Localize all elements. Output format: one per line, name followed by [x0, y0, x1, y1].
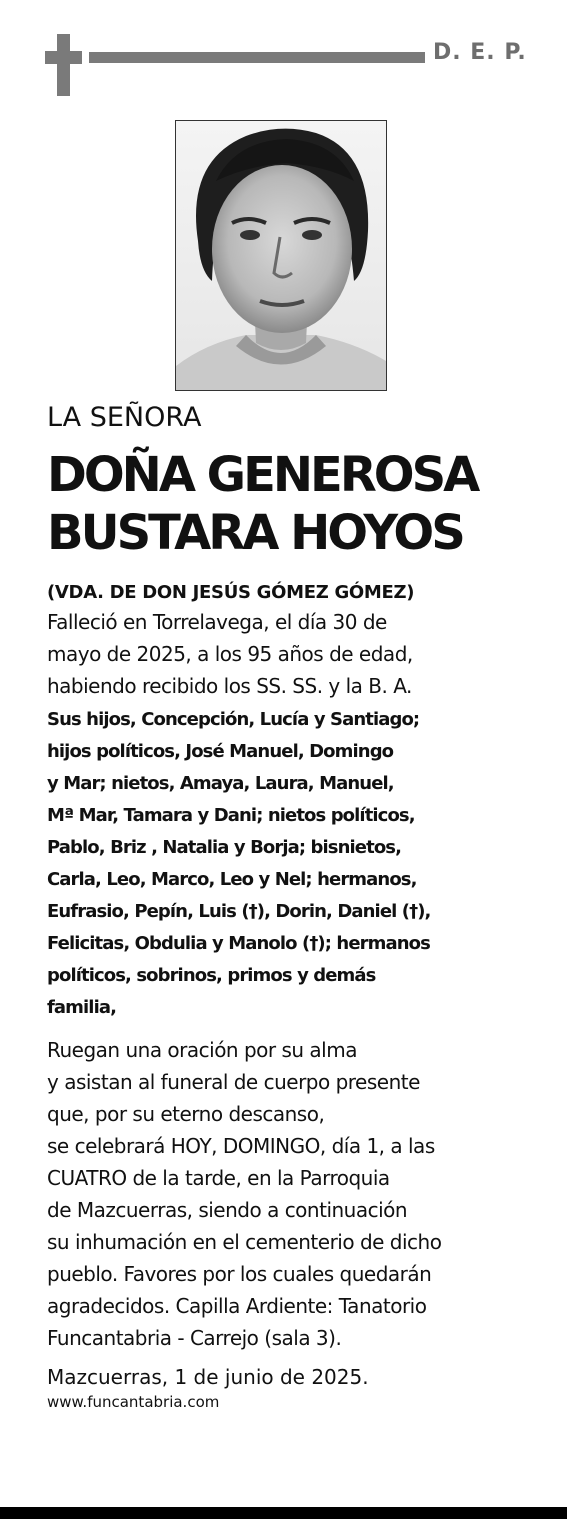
death-notice-line: mayo de 2025, a los 95 años de edad,	[47, 642, 413, 666]
family-line: hijos políticos, José Manuel, Domingo	[47, 741, 394, 762]
deceased-portrait	[175, 120, 387, 391]
family-line: políticos, sobrinos, primos y demás	[47, 965, 376, 986]
family-line: familia,	[47, 997, 117, 1018]
obituary-text	[47, 398, 532, 1412]
header-rule	[89, 52, 425, 63]
family-line: Eufrasio, Pepín, Luis (†), Dorin, Daniel (†),	[47, 901, 431, 922]
family-line: Mª Mar, Tamara y Dani; nietos políticos,	[47, 805, 415, 826]
obituary-header	[0, 0, 567, 100]
funeral-line: agradecidos. Capilla Ardiente: Tanatorio	[47, 1294, 427, 1318]
death-notice	[47, 606, 532, 702]
dep-label: D. E. P.	[433, 40, 527, 65]
cross-icon	[57, 34, 70, 96]
family-line: Felicitas, Obdulia y Manolo (†); hermanos	[47, 933, 430, 954]
family-line: Pablo, Briz , Natalia y Borja; bisnietos,	[47, 837, 402, 858]
widow-of: (VDA. DE DON JESÚS GÓMEZ GÓMEZ)	[47, 582, 415, 603]
deceased-name	[47, 446, 532, 562]
intro-label: LA SEÑORA	[47, 402, 202, 433]
bottom-border	[0, 1507, 567, 1519]
funeral-line: Ruegan una oración por su alma	[47, 1038, 357, 1062]
funeral-details	[47, 1034, 532, 1354]
place-date: Mazcuerras, 1 de junio de 2025.	[47, 1365, 369, 1389]
deceased-name-line: BUSTARA HOYOS	[47, 505, 463, 561]
funeral-line: se celebrará HOY, DOMINGO, día 1, a las	[47, 1134, 435, 1158]
deceased-name-line: DOÑA GENEROSA	[47, 447, 478, 503]
funeral-line: de Mazcuerras, siendo a continuación	[47, 1198, 408, 1222]
funeral-line: Funcantabria - Carrejo (sala 3).	[47, 1326, 342, 1350]
funeral-line: CUATRO de la tarde, en la Parroquia	[47, 1166, 390, 1190]
family-line: y Mar; nietos, Amaya, Laura, Manuel,	[47, 773, 394, 794]
death-notice-line: Falleció en Torrelavega, el día 30 de	[47, 610, 387, 634]
funeral-line: pueblo. Favores por los cuales quedarán	[47, 1262, 432, 1286]
family-line: Sus hijos, Concepción, Lucía y Santiago;	[47, 709, 420, 730]
portrait-image	[176, 121, 386, 390]
death-notice-line: habiendo recibido los SS. SS. y la B. A.	[47, 674, 412, 698]
funeral-line: su inhumación en el cementerio de dicho	[47, 1230, 442, 1254]
family-list	[47, 704, 532, 1024]
funeral-line: que, por su eterno descanso,	[47, 1102, 325, 1126]
cross-icon-arm	[45, 51, 82, 64]
family-line: Carla, Leo, Marco, Leo y Nel; hermanos,	[47, 869, 417, 890]
website-link[interactable]: www.funcantabria.com	[47, 1393, 220, 1411]
funeral-line: y asistan al funeral de cuerpo presente	[47, 1070, 420, 1094]
